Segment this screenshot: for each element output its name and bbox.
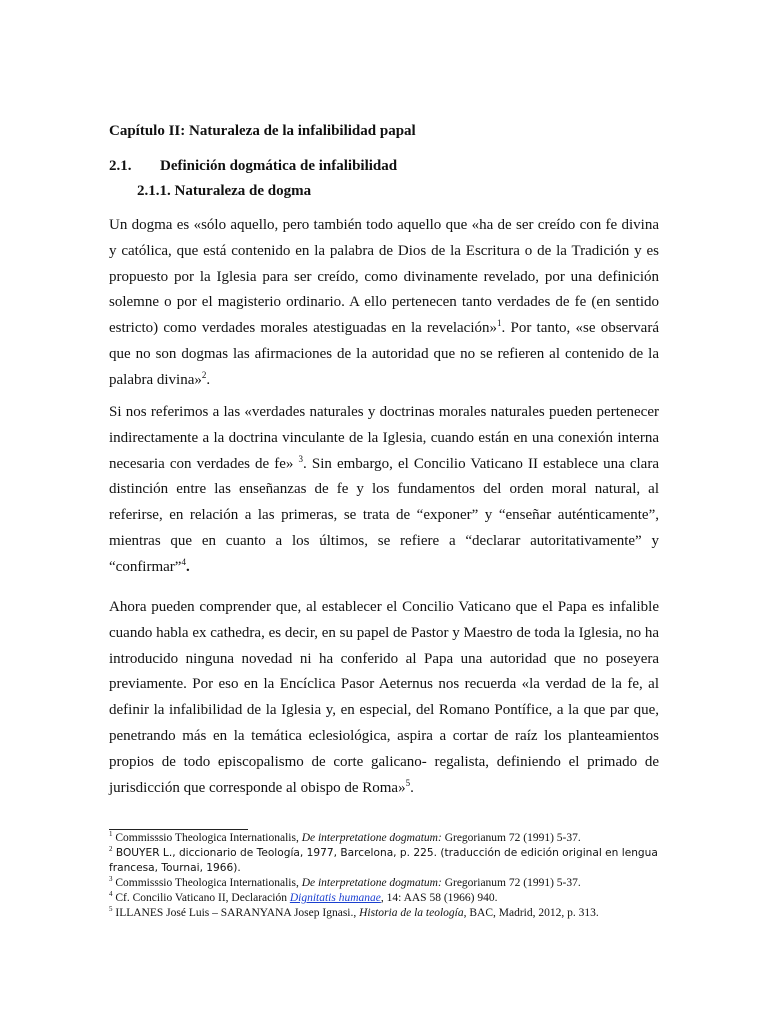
paragraph-text: . (410, 779, 414, 796)
footnote-italic-title: De interpretatione dogmatum: (301, 832, 442, 844)
footnote-ref-2[interactable]: 2 (201, 369, 207, 380)
paragraph-text: . (185, 558, 190, 575)
footnote-4 (109, 891, 659, 906)
footnote-text: Commisssio Theologica Internationalis, (112, 877, 302, 889)
footnote-italic-title: Historia de la teología (359, 907, 464, 919)
footnote-number: 4 (109, 890, 113, 899)
footnote-text: Gregorianum 72 (1991) 5-37. (441, 877, 581, 889)
footnote-number: 3 (109, 875, 113, 884)
paragraph-text: Un dogma es «sólo aquello, pero también todo aquello que «ha de ser creído con fe divina y católica, que está contenido en la palabra de Dios de la Escritura o de la Tradición y es propuesto por la Iglesia para ser creído, como divinamente revelado, por una definición solemne o por el magisterio ordinario. A ello pertenecen tanto verdades de fe (en sentido estricto) como verdades morales atestiguadas en la revelación» (109, 217, 659, 337)
paragraph-dogma-definition (109, 213, 659, 394)
footnote-ref-1[interactable]: 1 (497, 318, 502, 329)
footnote-text: Cf. Concilio Vaticano II, Declaración (112, 892, 290, 904)
footnote-text: BOUYER L., diccionario de Teología, 1977, Barcelona, p. 225. (traducción de edición original en lengua francesa, Tournai, 1966). (109, 847, 658, 874)
footnote-text: , BAC, Madrid, 2012, p. 313. (463, 907, 599, 919)
paragraph-text: . Por tanto, «se observará que no son dogmas las afirmaciones de la autoridad que no se refieren al contenido de la palabra divina» (109, 320, 659, 388)
section-title: Definición dogmática de infalibilidad (160, 158, 398, 174)
footnote-text: , 14: AAS 58 (1966) 940. (380, 892, 498, 904)
paragraph-text: Ahora pueden comprender que, al establecer el Concilio Vaticano que el Papa es infalible cuando habla ex cathedra, es decir, en su papel de Pastor y Maestro de toda la Iglesia, no ha introducido ninguna novedad ni ha conferido al Papa una autoridad que no poseyera previamente. Por eso en la Encíclica Pasor Aeternus nos recuerda «la verdad de la fe, al definir la infalibilidad de la Iglesia y, en especial, del Romano Pontífice, a la que par que, penetrando más en la temática eclesiológica, aspira a cortar de raíz los planteamientos propios de todo episcopalismo de corte galicano- regalista, definiendo el primado de jurisdicción que corresponde al obispo de Roma» (109, 599, 659, 796)
footnote-separator (109, 829, 248, 830)
chapter-title: Capítulo II: Naturaleza de la infalibilidad papal (109, 123, 416, 139)
footnote-text: Gregorianum 72 (1991) 5-37. (441, 832, 581, 844)
footnotes (109, 831, 659, 921)
footnote-ref-4[interactable]: 4 (181, 556, 186, 567)
footnote-ref-3[interactable]: 3 (298, 453, 304, 464)
section-number: 2.1. (109, 158, 132, 174)
footnote-3 (109, 876, 659, 891)
subsection-title: 2.1.1. Naturaleza de dogma (137, 183, 312, 199)
paragraph-natural-truths (109, 400, 659, 581)
footnote-number: 5 (109, 905, 113, 914)
paragraph-papal-infallibility (109, 595, 659, 801)
footnote-number: 2 (109, 845, 113, 854)
footnote-2 (109, 846, 659, 876)
footnote-1 (109, 831, 659, 846)
footnote-text: ILLANES José Luis – SARANYANA Josep Ignasi., (112, 907, 360, 919)
footnote-number: 1 (109, 830, 113, 839)
footnote-italic-title: De interpretatione dogmatum: (301, 877, 442, 889)
paragraph-text: Si nos referimos a las «verdades naturales y doctrinas morales naturales pueden pertenecer indirectamente a la doctrina vinculante de la Iglesia, cuando están en una conexión interna necesaria con verdades de fe» (109, 404, 659, 472)
paragraph-text: . Sin embargo, el Concilio Vaticano II establece una clara distinción entre las enseñanzas de fe y los fundamentos del orden moral natural, al referirse, en relación a las primeras, se trata de “exponer” y “enseñar auténticamente”, mientras que en cuanto a los últimos, se refiere a “declarar autoritativamente” y “confirmar” (109, 455, 659, 575)
footnote-ref-5[interactable]: 5 (405, 777, 411, 788)
paragraph-text: . (206, 371, 211, 388)
dignitatis-humanae-link[interactable]: Dignitatis humanae (289, 892, 381, 904)
footnote-5 (109, 906, 659, 921)
footnote-text: Commisssio Theologica Internationalis, (112, 832, 302, 844)
